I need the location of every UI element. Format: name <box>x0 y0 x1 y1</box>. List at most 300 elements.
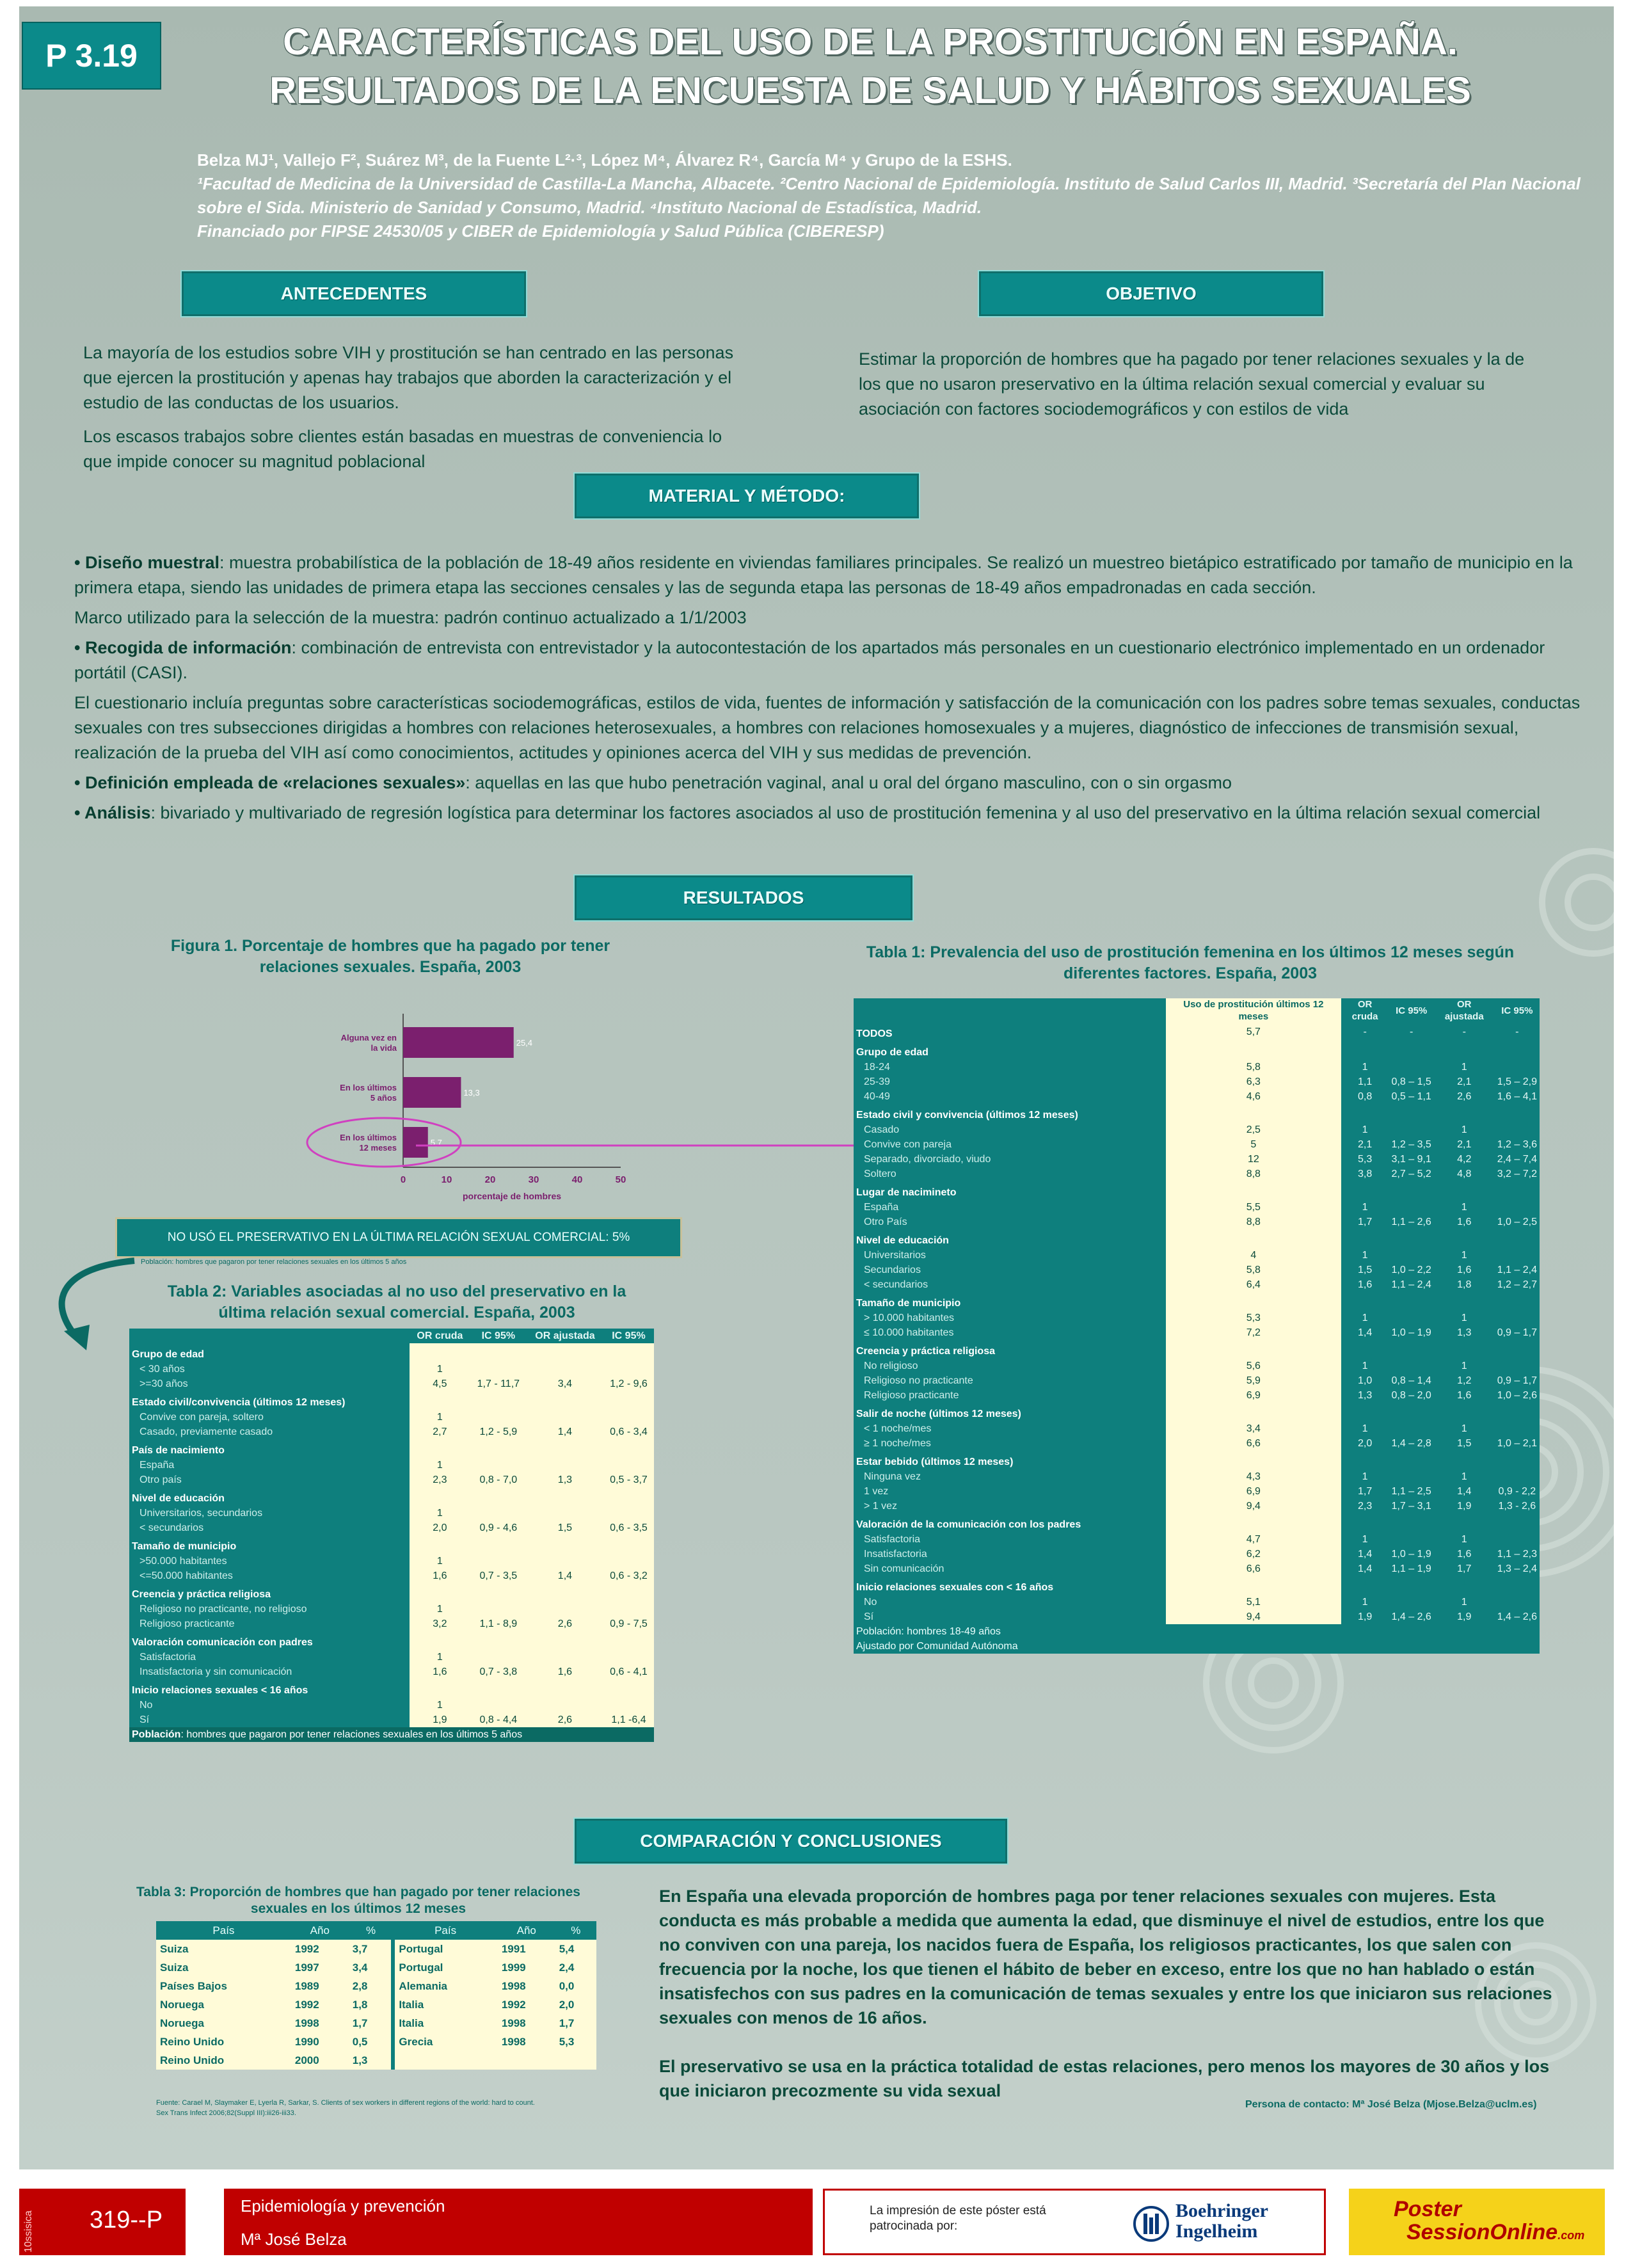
table-row <box>854 1089 1540 1104</box>
table-cell: 9,4 <box>1166 1499 1341 1513</box>
table-row <box>129 1473 654 1487</box>
table-cell: 1 <box>410 1410 470 1425</box>
table-cell <box>1389 1181 1434 1200</box>
table-cell <box>603 1631 654 1650</box>
table-cell <box>1389 1451 1434 1469</box>
table-row <box>129 1665 654 1679</box>
category-label-1: En los últimos 5 años <box>340 1083 397 1103</box>
table-cell: 1,6 <box>1457 1548 1472 1560</box>
table-cell: 1992 <box>498 1995 555 2014</box>
table-cell: 5,8 <box>1166 1263 1341 1277</box>
table-cell <box>1389 1595 1434 1609</box>
table-cell: 1,0 – 1,9 <box>1391 1327 1431 1338</box>
group-row <box>129 1631 654 1650</box>
table-cell <box>603 1698 654 1713</box>
row-label: > 1 vez <box>864 1500 898 1512</box>
table-cell: 1,4 <box>1357 1327 1373 1338</box>
table-cell: 2,5 <box>1166 1122 1341 1137</box>
group-row <box>129 1439 654 1458</box>
row-label: Secundarios <box>864 1264 921 1275</box>
table-cell <box>527 1391 603 1410</box>
poster-code: P 3.19 <box>22 22 161 90</box>
table-cell: 0,9 – 1,7 <box>1497 1327 1537 1338</box>
table-cell: 4,5 <box>410 1377 470 1391</box>
sponsor-line-1: Boehringer <box>1175 2200 1268 2221</box>
table-cell <box>410 1583 470 1602</box>
table-cell: 1,9 <box>1457 1500 1472 1512</box>
row-label: Convive con pareja, soltero <box>139 1411 264 1423</box>
table-cell <box>1434 1403 1495 1421</box>
objetivo-text <box>859 347 1537 431</box>
table-cell <box>1341 1292 1389 1311</box>
table-cell <box>470 1410 527 1425</box>
row-label: TODOS <box>856 1028 893 1039</box>
row-label: Grupo de edad <box>856 1046 928 1058</box>
table-cell: 1,6 <box>1457 1264 1472 1275</box>
footer-label: Población <box>132 1729 181 1740</box>
table-row <box>156 1995 596 2014</box>
table-cell <box>470 1554 527 1569</box>
column-header: % <box>555 1921 596 1940</box>
table-cell <box>1495 1229 1540 1248</box>
row-label: Grupo de edad <box>132 1348 204 1360</box>
bar-value-label-2: 5,7 <box>430 1138 442 1147</box>
row-label: Insatisfactoria <box>864 1548 927 1560</box>
table-row <box>156 2014 596 2032</box>
table-cell <box>470 1506 527 1521</box>
table-cell: 1,4 – 2,6 <box>1391 1611 1431 1622</box>
table-cell <box>527 1602 603 1617</box>
table-cell: 5,5 <box>1166 1200 1341 1215</box>
table-cell <box>1495 1421 1540 1436</box>
table-cell <box>470 1487 527 1506</box>
table-cell: 1 <box>1362 1312 1368 1323</box>
table-cell: 1 <box>1461 1360 1467 1371</box>
arrow-to-table1 <box>416 1133 877 1158</box>
table-cell: 1 <box>1362 1533 1368 1545</box>
table-cell: 6,6 <box>1166 1436 1341 1451</box>
table-cell <box>603 1458 654 1473</box>
table-row <box>129 1554 654 1569</box>
table-row <box>854 1311 1540 1325</box>
table-row <box>854 1359 1540 1373</box>
table-row <box>854 1561 1540 1576</box>
row-label: Valoración comunicación con padres <box>132 1636 313 1648</box>
table-cell <box>1166 1340 1341 1359</box>
poster-title <box>166 18 1574 115</box>
table-cell <box>1389 1359 1434 1373</box>
table-cell: 0,8 - 7,0 <box>470 1473 527 1487</box>
table-cell <box>1341 1229 1389 1248</box>
table-row <box>854 1469 1540 1484</box>
table-cell: 1,7 – 3,1 <box>1391 1500 1431 1512</box>
table-cell: 9,4 <box>1166 1609 1341 1624</box>
table-cell: Reino Unido <box>156 2032 291 2051</box>
table-cell <box>1389 1248 1434 1263</box>
analisis-label: • Análisis <box>74 803 151 822</box>
table-cell: 1,3 <box>1457 1327 1472 1338</box>
row-label: Creencia y práctica religiosa <box>132 1588 271 1600</box>
table-cell: 1,2 – 2,7 <box>1497 1279 1537 1290</box>
group-row <box>854 1403 1540 1421</box>
table-cell <box>603 1343 654 1362</box>
metodo-definicion <box>74 771 1584 795</box>
table-cell: 1 <box>1362 1124 1368 1135</box>
table-cell: 1 <box>410 1698 470 1713</box>
table-cell <box>603 1679 654 1698</box>
table-cell <box>1495 1200 1540 1215</box>
table-cell: Suiza <box>156 1958 291 1977</box>
row-label: Separado, divorciado, viudo <box>864 1153 991 1165</box>
footer-number: 319--P <box>90 2207 163 2233</box>
title-line-1: CARACTERÍSTICAS DEL USO DE LA PROSTITUCIÓN EN ESPAÑA. <box>283 21 1458 63</box>
table-cell <box>1495 1451 1540 1469</box>
group-row <box>854 1229 1540 1248</box>
table-cell: 1,7 <box>555 2014 596 2032</box>
table-cell <box>603 1410 654 1425</box>
table3-grid <box>156 1921 596 2070</box>
group-row <box>854 1513 1540 1532</box>
table-cell: 1,9 <box>410 1713 470 1727</box>
table-row <box>854 1609 1540 1624</box>
objetivo-paragraph: Estimar la proporción de hombres que ha pagado por tener relaciones sexuales y la de los que no usaron preservativo en la última relación sexual comercial y evaluar su asociación con factores sociodemográficos y con estilos de vida <box>859 349 1525 419</box>
row-label: Valoración de la comunicación con los padres <box>856 1519 1081 1530</box>
row-label: Lugar de nacimineto <box>856 1186 957 1198</box>
no-uso-banner: NO USÓ EL PRESERVATIVO EN LA ÚLTIMA RELACIÓN SEXUAL COMERCIAL: 5% <box>115 1217 682 1258</box>
category-label-0: Alguna vez en la vida <box>340 1033 397 1053</box>
table-row <box>129 1362 654 1377</box>
table-row <box>156 2051 596 2070</box>
table-cell: 1989 <box>291 1977 349 1995</box>
table-cell: 1 <box>1362 1360 1368 1371</box>
table-cell: 1,1 - 8,9 <box>470 1617 527 1631</box>
column-header: Año <box>498 1921 555 1940</box>
table-cell <box>1389 1403 1434 1421</box>
table-cell: 1,1 – 2,4 <box>1391 1279 1431 1290</box>
row-label: Inicio relaciones sexuales con < 16 años <box>856 1581 1054 1593</box>
table-cell: 0,8 - 4,4 <box>470 1713 527 1727</box>
table-row <box>129 1713 654 1727</box>
x-tick-label-3: 30 <box>528 1174 539 1185</box>
brand-suffix: .com <box>1557 2229 1585 2242</box>
table3-title: Tabla 3: Proporción de hombres que han pagado por tener relaciones sexuales en los últimos 12 meses <box>136 1885 580 1916</box>
table-cell: 1 <box>1362 1596 1368 1608</box>
table-cell <box>1495 1595 1540 1609</box>
recogida-label: • Recogida de información <box>74 638 292 657</box>
column-header: OR ajustada <box>535 1330 595 1341</box>
table-cell <box>470 1343 527 1362</box>
table-cell: 1,6 <box>1457 1216 1472 1227</box>
table-cell <box>1166 1041 1341 1060</box>
row-label: ≤ 10.000 habitantes <box>864 1327 954 1338</box>
table-cell <box>410 1391 470 1410</box>
table-cell: 1,7 <box>1457 1563 1472 1574</box>
section-conclusiones: COMPARACIÓN Y CONCLUSIONES <box>575 1819 1007 1864</box>
metodo-diseno <box>74 550 1584 600</box>
table-cell: 1,5 <box>527 1521 603 1535</box>
table-cell: 2000 <box>291 2051 349 2070</box>
table1-grid <box>854 998 1540 1654</box>
table-cell <box>527 1487 603 1506</box>
row-label: No <box>864 1596 877 1608</box>
table-cell: - <box>1410 1026 1414 1037</box>
table-cell: 1,3 <box>1357 1389 1373 1401</box>
authors-block <box>197 148 1592 243</box>
table-cell: 5,6 <box>1166 1359 1341 1373</box>
diseno-text: : muestra probabilística de la población de 18-49 años residente en viviendas familiares principales. Se realizó un muestreo bietápico estratificado por tamaño de municipio en la primera etapa, siendo las unidades de primera etapa las secciones censales y las de segunda etapa las personas de 18-49 años empadronadas en cada sección. <box>74 553 1573 597</box>
table1-footer-1: Ajustado por Comunidad Autónoma <box>856 1640 1018 1652</box>
table3 <box>156 1921 596 2070</box>
table2-footer <box>129 1727 654 1742</box>
table-cell <box>470 1631 527 1650</box>
table-cell: 2,1 <box>1457 1138 1472 1150</box>
row-label: Insatisfactoria y sin comunicación <box>139 1666 292 1677</box>
table-cell: 1,0 – 2,2 <box>1391 1264 1431 1275</box>
table-cell <box>1166 1292 1341 1311</box>
table-cell <box>527 1698 603 1713</box>
table-cell <box>1389 1229 1434 1248</box>
table-cell: 1,1 – 1,9 <box>1391 1563 1431 1574</box>
table-cell <box>603 1391 654 1410</box>
table-cell: 2,0 <box>1357 1437 1373 1449</box>
table-cell: 0,9 – 1,7 <box>1497 1375 1537 1386</box>
row-label: Sí <box>864 1611 874 1622</box>
table-cell: 1990 <box>291 2032 349 2051</box>
table-cell: 1 <box>1362 1423 1368 1434</box>
table-cell: 3,8 <box>1357 1168 1373 1179</box>
table-cell: 0,6 - 4,1 <box>603 1665 654 1679</box>
table-cell: 0,8 – 2,0 <box>1391 1389 1431 1401</box>
table-cell: 1 <box>1461 1533 1467 1545</box>
table-cell <box>1495 1181 1540 1200</box>
brand-logo <box>1394 2198 1584 2247</box>
table-cell: 1,6 <box>410 1569 470 1583</box>
table-row <box>854 1215 1540 1229</box>
table-cell: 1,2 - 9,6 <box>603 1377 654 1391</box>
footer-sponsor-box <box>823 2189 1326 2255</box>
table-cell <box>603 1583 654 1602</box>
table-row <box>854 1421 1540 1436</box>
analisis-text: : bivariado y multivariado de regresión logística para determinar los factores asociados al uso de prostitución femenina y al uso del preservativo en la última relación sexual comercial <box>150 803 1541 822</box>
table-cell: 12 <box>1166 1152 1341 1167</box>
row-label: Nivel de educación <box>856 1234 949 1246</box>
table-cell: 1,7 <box>349 2014 394 2032</box>
table-cell: - <box>1363 1026 1367 1037</box>
row-label: ≥ 1 noche/mes <box>864 1437 931 1449</box>
section-resultados: RESULTADOS <box>575 875 912 920</box>
row-label: Satisfactoria <box>864 1533 921 1545</box>
column-header: OR ajustada <box>1444 999 1484 1022</box>
row-label: Otro País <box>864 1216 907 1227</box>
group-row <box>129 1679 654 1698</box>
table-cell: 1992 <box>291 1940 349 1958</box>
table-cell: 1 <box>1461 1596 1467 1608</box>
table-cell: 0,5 – 1,1 <box>1391 1090 1431 1102</box>
table-cell: 2,6 <box>527 1713 603 1727</box>
table-cell <box>527 1631 603 1650</box>
section-antecedentes: ANTECEDENTES <box>182 271 526 316</box>
table-cell: 4 <box>1166 1248 1341 1263</box>
footer-number-box <box>19 2189 186 2255</box>
row-label: < 30 años <box>139 1363 185 1375</box>
table-cell: 3,1 – 9,1 <box>1391 1153 1431 1165</box>
table-cell: 8,8 <box>1166 1167 1341 1181</box>
row-label: No <box>139 1699 153 1711</box>
table-cell <box>470 1362 527 1377</box>
table-cell: 1,3 <box>527 1473 603 1487</box>
column-header: País <box>393 1921 497 1940</box>
antecedentes-paragraph-2: Los escasos trabajos sobre clientes están basadas en muestras de conveniencia lo que impide conocer su magnitud poblacional <box>83 427 722 471</box>
table-cell: Países Bajos <box>156 1977 291 1995</box>
table-cell: 8,8 <box>1166 1215 1341 1229</box>
table-cell: 1 <box>1461 1249 1467 1261</box>
table-cell: 1,0 – 2,5 <box>1497 1216 1537 1227</box>
table-cell <box>1341 1451 1389 1469</box>
table-row <box>854 1595 1540 1609</box>
group-row <box>854 1181 1540 1200</box>
group-row <box>129 1487 654 1506</box>
table-cell: 1,4 <box>1357 1563 1373 1574</box>
table-cell: 6,9 <box>1166 1388 1341 1403</box>
table-row <box>854 1074 1540 1089</box>
table-cell: 3,4 <box>527 1377 603 1391</box>
table-cell: 5,8 <box>1166 1060 1341 1074</box>
table-cell: 2,3 <box>1357 1500 1373 1512</box>
table-row <box>129 1521 654 1535</box>
row-label: >50.000 habitantes <box>139 1555 227 1567</box>
table-cell <box>470 1679 527 1698</box>
table-cell <box>470 1535 527 1554</box>
table-row <box>854 1152 1540 1167</box>
table-cell: Noruega <box>156 2014 291 2032</box>
table-cell: 1 <box>1461 1201 1467 1213</box>
table-row <box>854 1484 1540 1499</box>
table-row <box>854 1248 1540 1263</box>
row-label: Casado, previamente casado <box>139 1426 273 1437</box>
table-cell <box>1389 1576 1434 1595</box>
table-row <box>854 1325 1540 1340</box>
x-tick-label-0: 0 <box>400 1174 406 1185</box>
table-cell: 5,3 <box>555 2032 596 2051</box>
x-tick-label-2: 20 <box>484 1174 496 1185</box>
row-label: Nivel de educación <box>132 1492 225 1504</box>
row-label: < secundarios <box>864 1279 928 1290</box>
table-row <box>854 1137 1540 1152</box>
row-label: <=50.000 habitantes <box>139 1570 233 1581</box>
row-label: 18-24 <box>864 1061 890 1073</box>
table-cell: 3,4 <box>1166 1421 1341 1436</box>
table-cell <box>527 1650 603 1665</box>
row-label: Religioso no practicante, no religioso <box>139 1603 307 1615</box>
table-cell <box>1341 1576 1389 1595</box>
table-cell <box>1495 1248 1540 1263</box>
table-cell: 1 <box>1461 1423 1467 1434</box>
table-cell <box>1341 1403 1389 1421</box>
bar-value-label-1: 13,3 <box>463 1088 480 1098</box>
title-line-2: RESULTADOS DE LA ENCUESTA DE SALUD Y HÁBITOS SEXUALES <box>269 70 1471 111</box>
table1 <box>854 998 1540 1654</box>
row-label: Convive con pareja <box>864 1138 952 1150</box>
table-cell: 1 <box>1461 1061 1467 1073</box>
table-cell <box>1434 1576 1495 1595</box>
table-cell: 1 <box>1461 1471 1467 1482</box>
row-label: País de nacimiento <box>132 1444 225 1456</box>
table-cell: 1,6 <box>527 1665 603 1679</box>
table-cell: 0,8 – 1,4 <box>1391 1375 1431 1386</box>
table-cell: 1,0 <box>1357 1375 1373 1386</box>
footer-brand-box <box>1349 2189 1605 2255</box>
table-cell: 1,4 <box>1357 1548 1373 1560</box>
row-label: > 10.000 habitantes <box>864 1312 955 1323</box>
table-cell: 4,6 <box>1166 1089 1341 1104</box>
table-cell: 1 <box>1461 1312 1467 1323</box>
table-cell: 1,7 <box>1357 1216 1373 1227</box>
table-row <box>129 1602 654 1617</box>
table-cell <box>1389 1122 1434 1137</box>
row-label: Estado civil/convivencia (últimos 12 meses) <box>132 1396 346 1408</box>
table-cell <box>1495 1060 1540 1074</box>
conclusiones-paragraph-2: El preservativo se usa en la práctica totalidad de estas relaciones, pero menos los mayores de 30 años y los que iniciaron precozmente su vida sexual <box>659 2057 1550 2100</box>
table-cell: 4,7 <box>1166 1532 1341 1547</box>
table-cell <box>603 1506 654 1521</box>
column-header: IC 95% <box>481 1330 516 1341</box>
table-row <box>156 1958 596 1977</box>
table-cell: 1998 <box>498 2014 555 2032</box>
table2-title: Tabla 2: Variables asociadas al no uso del preservativo en la última relación sexual comercial. España, 2003 <box>167 1282 626 1322</box>
table-cell <box>410 1535 470 1554</box>
table-cell: 1,1 <box>1357 1076 1373 1087</box>
poster-background <box>19 6 1614 2169</box>
table-cell: 6,2 <box>1166 1547 1341 1561</box>
table-cell: 1 <box>410 1506 470 1521</box>
table-cell: 2,0 <box>410 1521 470 1535</box>
table-cell <box>527 1554 603 1569</box>
table-cell <box>1389 1532 1434 1547</box>
row-label: < 1 noche/mes <box>864 1423 932 1434</box>
column-header: OR cruda <box>417 1330 463 1341</box>
table-cell <box>603 1362 654 1377</box>
metodo-cuestionario: El cuestionario incluía preguntas sobre características sociodemográficas, estilos de vida, fuentes de información y satisfacción de la comunicación con los padres sobre temas sexuales, conductas sexuales con tres subsecciones dirigidas a hombres con relaciones heterosexuales, a hombres con relaciones homosexuales y a mujeres, diagnóstico de infecciones de transmisión sexual, realización de la prueba del VIH así como conocimientos, actitudes y opiniones acerca del VIH y sus medidas de prevención. <box>74 693 1581 762</box>
footer-text: : hombres que pagaron por tener relaciones sexuales en los últimos 5 años <box>180 1729 523 1740</box>
table-cell <box>1389 1200 1434 1215</box>
table-cell: 2,7 <box>410 1425 470 1439</box>
table-cell <box>1434 1451 1495 1469</box>
table-cell <box>410 1487 470 1506</box>
table-cell: 1,0 – 2,6 <box>1497 1389 1537 1401</box>
table-cell: 4,3 <box>1166 1469 1341 1484</box>
table-cell: 1,4 <box>527 1425 603 1439</box>
table-cell: 1,4 – 2,8 <box>1391 1437 1431 1449</box>
table-header-row <box>129 1329 654 1343</box>
group-row <box>854 1041 1540 1060</box>
metodo-analisis <box>74 801 1584 826</box>
table-cell: 2,8 <box>349 1977 394 1995</box>
conclusiones-text <box>659 1884 1568 2127</box>
sponsor-line-2: Ingelheim <box>1175 2221 1258 2242</box>
table-row <box>156 1940 596 1958</box>
table-cell: 0,0 <box>555 1977 596 1995</box>
table-cell: 3,7 <box>349 1940 394 1958</box>
table-cell: 1,6 <box>1457 1389 1472 1401</box>
table1-footer-row <box>854 1639 1540 1654</box>
table-cell: 0,9 - 7,5 <box>603 1617 654 1631</box>
metodo-marco: Marco utilizado para la selección de la muestra: padrón continuo actualizado a 1/1/2003 <box>74 608 747 627</box>
table-cell: Italia <box>393 2014 497 2032</box>
table-cell: 2,7 – 5,2 <box>1391 1168 1431 1179</box>
recogida-text: : combinación de entrevista con entrevistador y la autocontestación de los apartados más personales en un cuestionario electrónico implementado en un ordenador portátil (CASI). <box>74 638 1545 682</box>
table-cell: 6,4 <box>1166 1277 1341 1292</box>
table-cell: 5,4 <box>555 1940 596 1958</box>
